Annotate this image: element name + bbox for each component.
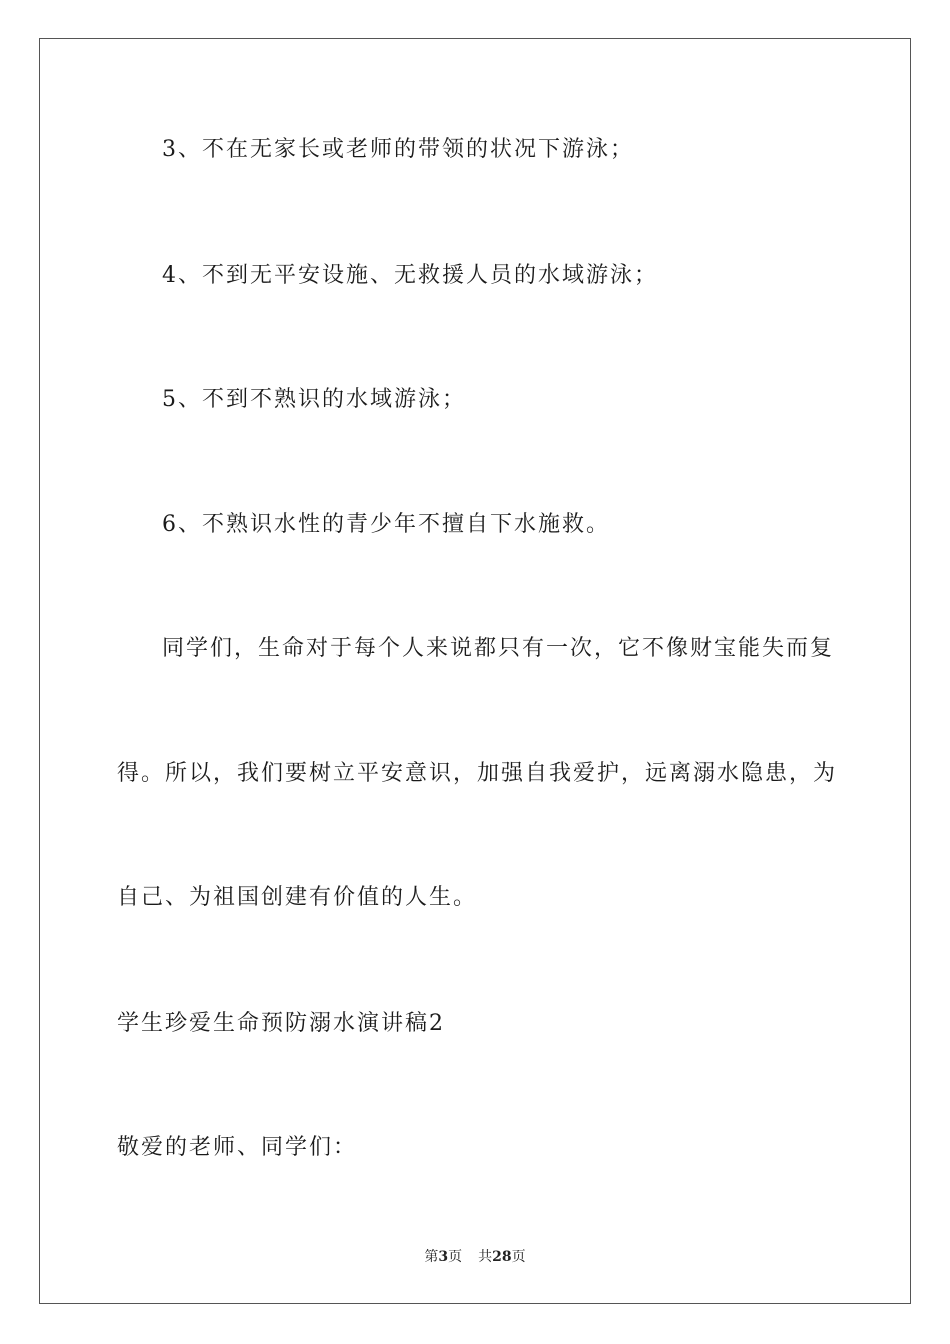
paragraph-line-item-6: 6、不熟识水性的青少年不擅自下水施救。	[162, 512, 610, 537]
paragraph-line-body-2: 得。所以，我们要树立平安意识，加强自我爱护，远离溺水隐患，为	[117, 761, 838, 786]
page-footer	[0, 1247, 950, 1267]
footer-total-pages: 28	[492, 1249, 512, 1265]
paragraph-line-body-1: 同学们，生命对于每个人来说都只有一次，它不像财宝能失而复	[162, 636, 835, 661]
salutation-line: 敬爱的老师、同学们：	[117, 1135, 358, 1160]
footer-page-prefix: 第	[424, 1249, 439, 1265]
footer-page-number: 3	[438, 1249, 449, 1265]
paragraph-line-body-3: 自己、为祖国创建有价值的人生。	[117, 885, 478, 910]
footer-total-prefix: 共	[478, 1249, 493, 1265]
section-heading: 学生珍爱生命预防溺水演讲稿2	[117, 1011, 445, 1036]
footer-page-suffix: 页	[448, 1249, 463, 1265]
paragraph-line-item-4: 4、不到无平安设施、无救援人员的水域游泳；	[162, 263, 658, 288]
paragraph-line-item-5: 5、不到不熟识的水域游泳；	[162, 387, 466, 412]
paragraph-line-item-3: 3、不在无家长或老师的带领的状况下游泳；	[162, 137, 634, 162]
page-frame	[39, 38, 911, 1304]
footer-total-suffix: 页	[511, 1249, 526, 1265]
